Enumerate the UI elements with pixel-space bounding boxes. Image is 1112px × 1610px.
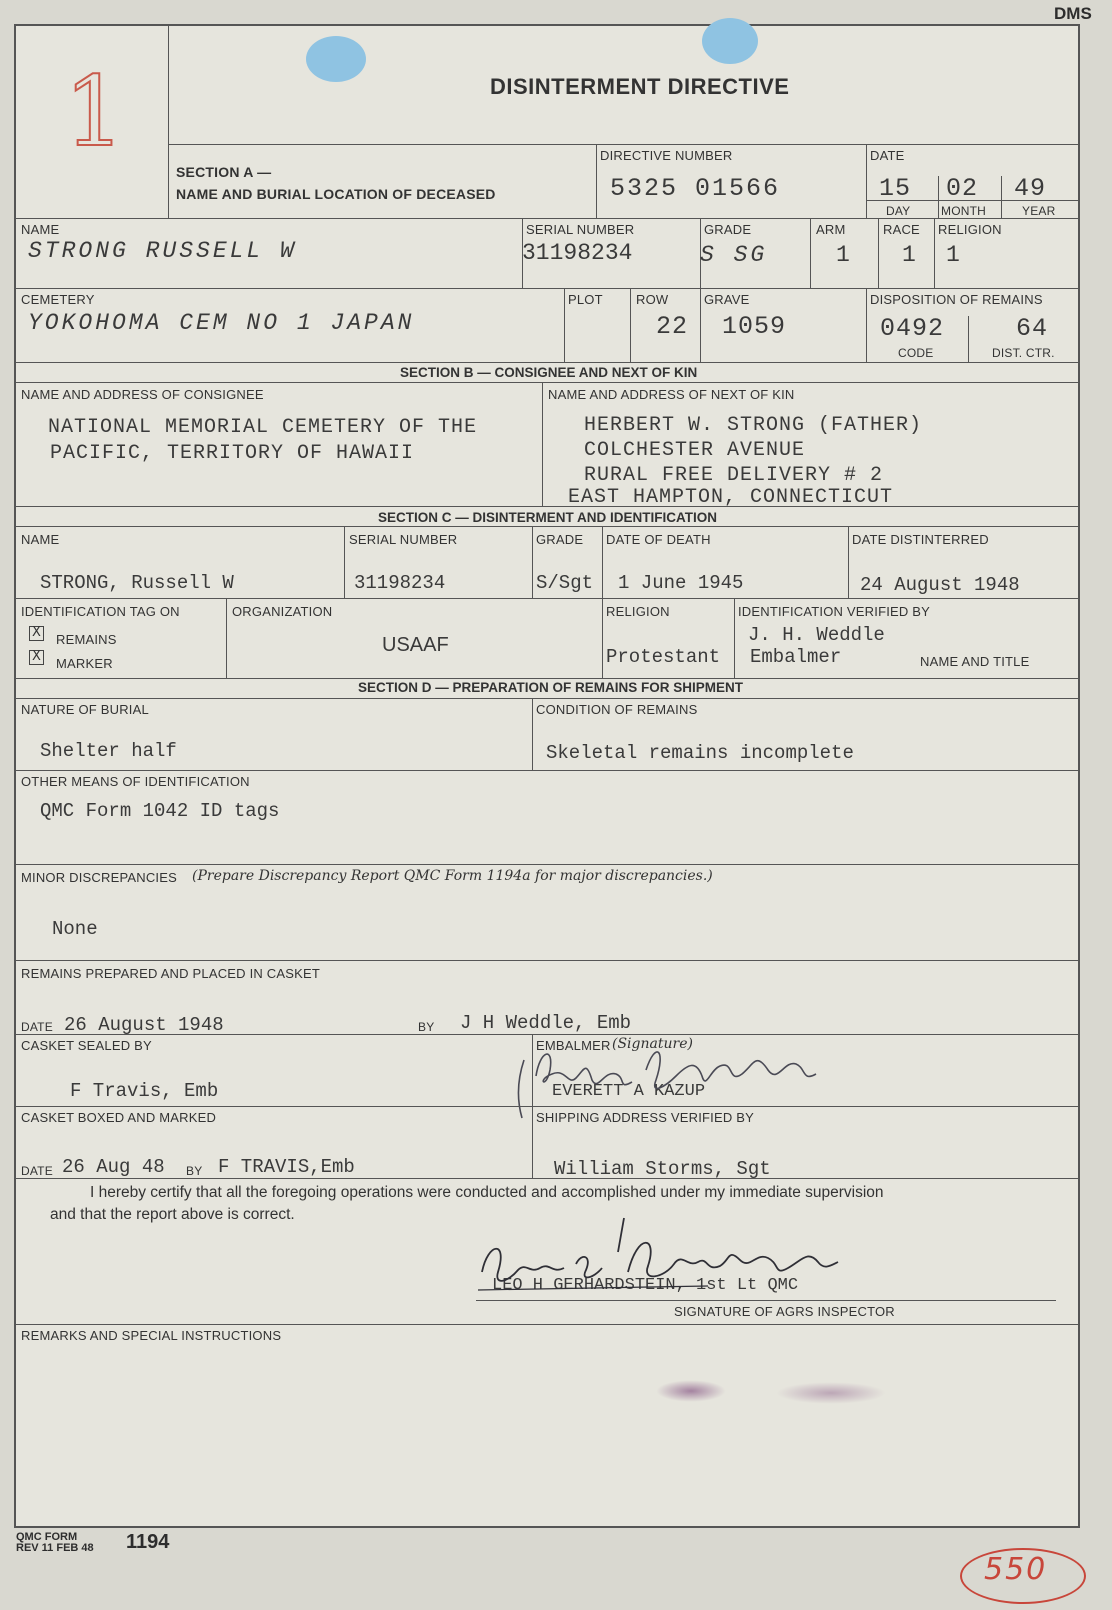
ink-smudge	[656, 1380, 726, 1402]
row-value: 22	[656, 312, 689, 341]
date-disinterred: 24 August 1948	[860, 574, 1020, 596]
shipping-verified-label: SHIPPING ADDRESS VERIFIED BY	[536, 1110, 754, 1125]
prepared-date: 26 August 1948	[64, 1014, 224, 1036]
grade-label-c: GRADE	[536, 532, 584, 547]
disposition-label: DISPOSITION OF REMAINS	[870, 292, 1043, 307]
other-id-label: OTHER MEANS OF IDENTIFICATION	[21, 774, 250, 789]
minor-discrepancies-label: MINOR DISCREPANCIES	[21, 870, 177, 885]
serial-label: SERIAL NUMBER	[526, 222, 635, 237]
serial-value-c: 31198234	[354, 572, 446, 594]
grave-label: GRAVE	[704, 292, 750, 307]
religion-code-label: RELIGION	[938, 222, 1002, 237]
date-day: 15	[879, 174, 912, 203]
deceased-name: STRONG RUSSELL W	[28, 238, 297, 264]
remains-label: REMAINS	[56, 632, 117, 647]
form-id-line-2: REV 11 FEB 48	[16, 1542, 94, 1554]
kin-line-3: RURAL FREE DELIVERY # 2	[584, 464, 884, 487]
inspector-signature	[468, 1212, 848, 1302]
arm-label: ARM	[816, 222, 846, 237]
minor-discrepancies-value: None	[52, 918, 98, 940]
religion-value-c: Protestant	[606, 646, 721, 668]
directive-number: 5325 01566	[610, 174, 781, 203]
prepared-by: J H Weddle, Emb	[460, 1012, 632, 1034]
embalmer-name: EVERETT A KAZUP	[552, 1082, 706, 1101]
remarks-label: REMARKS AND SPECIAL INSTRUCTIONS	[21, 1328, 282, 1343]
year-label: YEAR	[1022, 204, 1056, 218]
embalmer-label: EMBALMER	[536, 1038, 611, 1053]
date-of-death: 1 June 1945	[618, 572, 744, 594]
plot-label: PLOT	[568, 292, 603, 307]
date-of-death-label: DATE OF DEATH	[606, 532, 711, 547]
month-label: MONTH	[941, 204, 986, 218]
serial-label-c: SERIAL NUMBER	[349, 532, 458, 547]
dist-ctr-label: DIST. CTR.	[992, 346, 1055, 360]
serial-number: 31198234	[522, 240, 633, 266]
organization-value: USAAF	[382, 634, 449, 656]
row-label: ROW	[636, 292, 669, 307]
kin-line-1: HERBERT W. STRONG (FATHER)	[584, 414, 923, 437]
remains-checkbox[interactable]: X	[29, 626, 44, 641]
form-number: 1194	[126, 1531, 170, 1553]
casket-boxed-label: CASKET BOXED AND MARKED	[21, 1110, 217, 1125]
distribution-center: 64	[1016, 314, 1049, 343]
code-label: CODE	[898, 346, 934, 360]
cemetery-label: CEMETERY	[21, 292, 95, 307]
kin-line-2: COLCHESTER AVENUE	[584, 439, 806, 462]
blue-tab-mark	[702, 18, 758, 64]
next-of-kin-label: NAME AND ADDRESS OF NEXT OF KIN	[548, 387, 795, 402]
condition-label: CONDITION OF REMAINS	[536, 702, 698, 717]
religion-code-value: 1	[946, 242, 961, 268]
boxed-date: 26 Aug 48	[62, 1156, 165, 1178]
organization-label: ORGANIZATION	[232, 604, 333, 619]
nature-of-burial: Shelter half	[40, 740, 177, 762]
prepared-date-label: DATE	[21, 1020, 53, 1034]
inspector-signature-label: SIGNATURE OF AGRS INSPECTOR	[674, 1304, 895, 1319]
ink-smudge	[776, 1382, 886, 1404]
grade-label: GRADE	[704, 222, 752, 237]
boxed-by: F TRAVIS,Emb	[218, 1156, 355, 1178]
day-label: DAY	[886, 204, 911, 218]
date-year: 49	[1014, 174, 1047, 203]
grade-value: S SG	[700, 242, 768, 268]
consignee-line-2: PACIFIC, TERRITORY OF HAWAII	[50, 442, 415, 465]
prepared-by-label: BY	[418, 1020, 435, 1034]
consignee-label: NAME AND ADDRESS OF CONSIGNEE	[21, 387, 264, 402]
corner-code: DMS	[1054, 4, 1092, 23]
kin-line-4: EAST HAMPTON, CONNECTICUT	[568, 486, 894, 509]
casket-sealed-label: CASKET SEALED BY	[21, 1038, 152, 1053]
name-value-c: STRONG, Russell W	[40, 572, 234, 594]
name-label-c: NAME	[21, 532, 60, 547]
certification-line-1: I hereby certify that all the foregoing operations were conducted and accomplished under my immediate supervision	[90, 1184, 884, 1201]
religion-label-c: RELIGION	[606, 604, 670, 619]
arm-value: 1	[836, 242, 851, 268]
date-disinterred-label: DATE DISTINTERRED	[852, 532, 989, 547]
other-id-value: QMC Form 1042 ID tags	[40, 800, 280, 822]
id-tag-label: IDENTIFICATION TAG ON	[21, 604, 180, 619]
certification-line-2: and that the report above is correct.	[50, 1206, 295, 1223]
race-value: 1	[902, 242, 917, 268]
marker-label: MARKER	[56, 656, 113, 671]
marker-checkbox[interactable]: X	[29, 650, 44, 665]
embalmer-signature-label: (Signature)	[612, 1036, 693, 1052]
disinterment-form	[14, 24, 1080, 1528]
verified-by-label: IDENTIFICATION VERIFIED BY	[738, 604, 931, 619]
name-label: NAME	[21, 222, 60, 237]
consignee-line-1: NATIONAL MEMORIAL CEMETERY OF THE	[48, 416, 478, 439]
nature-of-burial-label: NATURE OF BURIAL	[21, 702, 149, 717]
boxed-date-label: DATE	[21, 1164, 53, 1178]
prepared-label: REMAINS PREPARED AND PLACED IN CASKET	[21, 966, 321, 981]
disposition-code: 0492	[880, 314, 945, 343]
inspector-name: LEO H GERHARDSTEIN, 1st Lt QMC	[492, 1276, 799, 1295]
form-title: DISINTERMENT DIRECTIVE	[490, 74, 790, 99]
grade-value-c: S/Sgt	[536, 572, 594, 594]
section-number-stamp: 1	[64, 56, 126, 168]
form-id-line-1: QMC FORM	[16, 1531, 78, 1543]
directive-number-label: DIRECTIVE NUMBER	[600, 148, 733, 163]
shipping-verified-by: William Storms, Sgt	[554, 1158, 771, 1180]
date-month: 02	[946, 174, 979, 203]
file-number: 550	[984, 1552, 1048, 1587]
condition-of-remains: Skeletal remains incomplete	[546, 742, 854, 764]
name-and-title-label: NAME AND TITLE	[920, 654, 1030, 669]
minor-discrepancies-note: (Prepare Discrepancy Report QMC Form 1194a for major discrepancies.)	[192, 868, 713, 884]
blue-tab-mark	[306, 36, 366, 82]
casket-sealed-by: F Travis, Emb	[70, 1080, 219, 1102]
section-a-heading: SECTION A —	[176, 164, 272, 180]
verified-by-title: Embalmer	[750, 646, 842, 668]
boxed-by-label: BY	[186, 1164, 203, 1178]
section-d-heading: SECTION D — PREPARATION OF REMAINS FOR SHIPMENT	[358, 680, 744, 695]
cemetery-value: YOKOHOMA CEM NO 1 JAPAN	[28, 310, 415, 336]
date-label: DATE	[870, 148, 905, 163]
grave-value: 1059	[722, 312, 787, 341]
race-label: RACE	[883, 222, 920, 237]
section-a-subheading: NAME AND BURIAL LOCATION OF DECEASED	[176, 186, 496, 202]
verified-by-name: J. H. Weddle	[748, 624, 885, 646]
section-b-heading: SECTION B — CONSIGNEE AND NEXT OF KIN	[400, 365, 698, 380]
section-c-heading: SECTION C — DISINTERMENT AND IDENTIFICATION	[378, 510, 717, 525]
